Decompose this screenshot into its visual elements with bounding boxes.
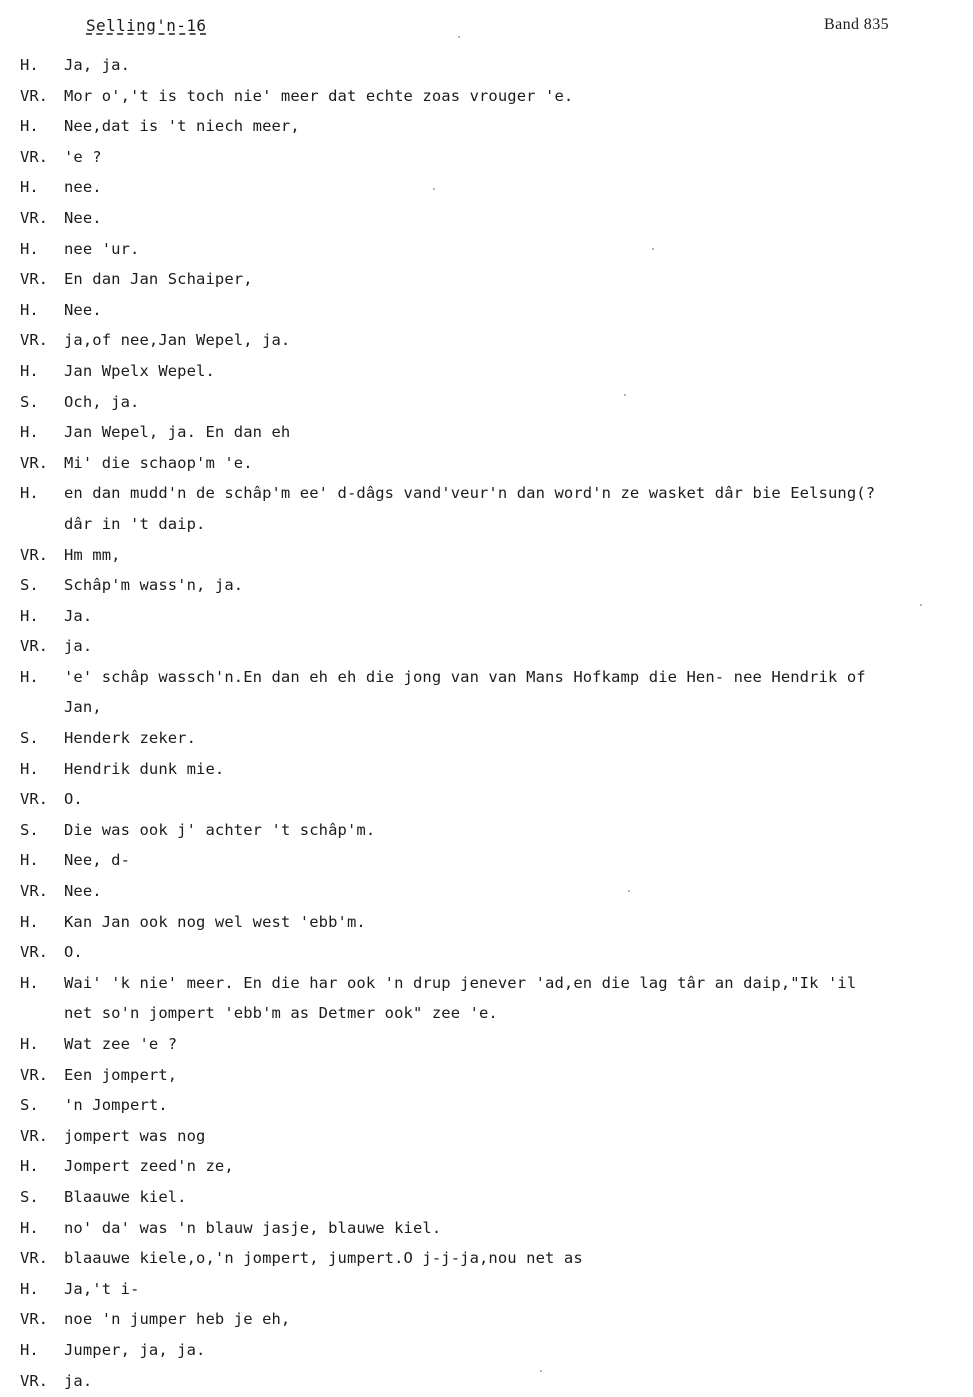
utterance-text: jompert was nog [64, 1126, 206, 1145]
transcript-line [0, 1213, 973, 1244]
paper-speck [920, 604, 922, 606]
transcript-line [0, 845, 973, 876]
transcript-line [0, 50, 973, 81]
utterance-text: net so'n jompert 'ebb'm as Detmer ook" zee 'e. [64, 1004, 498, 1023]
utterance-text: Hendrik dunk mie. [64, 759, 225, 778]
transcript-line [0, 295, 973, 326]
transcript-line [0, 631, 973, 662]
speaker-label: VR. [20, 1310, 48, 1329]
document-title: Selling'n-16 [86, 16, 207, 35]
speaker-label: H. [20, 851, 39, 870]
utterance-text: Och, ja. [64, 392, 140, 411]
speaker-label: VR. [20, 882, 48, 901]
speaker-label: VR. [20, 790, 48, 809]
utterance-text: Ja. [64, 606, 93, 625]
transcript-line [0, 509, 973, 540]
utterance-text: Ja, ja. [64, 56, 131, 74]
speaker-label: H. [20, 1035, 39, 1053]
page-header [0, 16, 973, 44]
speaker-label: VR. [20, 331, 48, 350]
utterance-text: En dan Jan Schaiper, [64, 270, 253, 289]
transcript-line [0, 1182, 973, 1213]
speaker-label: VR. [20, 453, 48, 472]
utterance-text: Die was ook j' achter 't schâp'm. [64, 820, 376, 839]
speaker-label: H. [20, 973, 39, 992]
paper-speck [624, 394, 626, 396]
transcript-line [0, 356, 973, 387]
utterance-text: Een jompert, [64, 1065, 178, 1084]
utterance-text: Nee. [64, 882, 102, 901]
transcript-line [0, 1366, 973, 1397]
utterance-text: Jan Wpelx Wepel. [64, 361, 215, 380]
transcript-line [0, 570, 973, 601]
utterance-text: ja. [64, 637, 93, 656]
tape-number: Band 835 [824, 16, 889, 33]
transcript-line [0, 907, 973, 938]
transcript-line [0, 1090, 973, 1121]
utterance-text: Nee. [64, 300, 102, 319]
speaker-label: VR. [20, 1371, 48, 1390]
transcript-line [0, 387, 973, 418]
speaker-label: H. [20, 912, 39, 931]
utterance-text: blaauwe kiele,o,'n jompert, jumpert.O j-j-ja,nou net as [64, 1249, 583, 1268]
speaker-label: H. [20, 56, 39, 74]
speaker-label: VR. [20, 1126, 48, 1145]
transcript-line [0, 692, 973, 723]
speaker-label: VR. [20, 208, 48, 227]
transcript-line [0, 937, 973, 968]
utterance-text: Mi' die schaop'm 'e. [64, 453, 253, 472]
paper-speck [540, 1370, 542, 1372]
utterance-text: Jan, [64, 698, 102, 717]
utterance-text: 'n Jompert. [64, 1096, 168, 1115]
utterance-text: Nee. [64, 208, 102, 227]
speaker-label: VR. [20, 1065, 48, 1084]
speaker-label: VR. [20, 270, 48, 289]
transcript-line [0, 1243, 973, 1274]
speaker-label: VR. [20, 943, 48, 962]
utterance-text: O. [64, 943, 83, 962]
speaker-label: S. [20, 729, 39, 748]
transcript-line [0, 478, 973, 509]
transcript-line [0, 1151, 973, 1182]
utterance-text: nee 'ur. [64, 239, 140, 258]
speaker-label: H. [20, 361, 39, 380]
utterance-text: Henderk zeker. [64, 729, 197, 748]
utterance-text: Wat zee 'e ? [64, 1035, 178, 1053]
transcript-line [0, 1335, 973, 1366]
speaker-label: H. [20, 300, 39, 319]
transcript-line [0, 1304, 973, 1335]
speaker-label: VR. [20, 1249, 48, 1268]
transcript-line [0, 111, 973, 142]
transcript-line [0, 540, 973, 571]
speaker-label: S. [20, 576, 39, 595]
transcript-line [0, 784, 973, 815]
speaker-label: H. [20, 1340, 39, 1359]
utterance-text: Hm mm, [64, 545, 121, 564]
paper-speck [433, 188, 435, 190]
speaker-label: H. [20, 178, 39, 197]
utterance-text: O. [64, 790, 83, 809]
transcript-line [0, 448, 973, 479]
transcript-line [0, 142, 973, 173]
utterance-text: ja. [64, 1371, 93, 1390]
speaker-label: H. [20, 667, 39, 686]
utterance-text: Blaauwe kiel. [64, 1187, 187, 1206]
utterance-text: Jan Wepel, ja. En dan eh [64, 423, 291, 442]
transcript-line [0, 203, 973, 234]
utterance-text: 'e ? [64, 147, 102, 166]
utterance-text: dâr in 't daip. [64, 514, 206, 533]
utterance-text: Schâp'm wass'n, ja. [64, 576, 244, 595]
speaker-label: H. [20, 1157, 39, 1176]
transcript-line [0, 754, 973, 785]
transcript-line [0, 998, 973, 1029]
utterance-text: Mor o','t is toch nie' meer dat echte zoas vrouger 'e. [64, 86, 574, 105]
speaker-label: VR. [20, 86, 48, 105]
transcript-line [0, 815, 973, 846]
speaker-label: VR. [20, 637, 48, 656]
transcript-line [0, 662, 973, 693]
transcript-body [0, 50, 973, 1396]
transcript-line [0, 876, 973, 907]
transcript-line [0, 723, 973, 754]
speaker-label: H. [20, 117, 39, 136]
utterance-text: Jompert zeed'n ze, [64, 1157, 234, 1176]
utterance-text: en dan mudd'n de schâp'm ee' d-dâgs vand'veur'n dan word'n ze wasket dâr bie Eelsung(? [64, 484, 876, 503]
transcript-line [0, 601, 973, 632]
transcript-line [0, 264, 973, 295]
speaker-label: H. [20, 1279, 39, 1298]
paper-speck [652, 248, 654, 250]
paper-speck [458, 36, 460, 38]
speaker-label: H. [20, 423, 39, 442]
speaker-label: VR. [20, 545, 48, 564]
transcript-line [0, 234, 973, 265]
utterance-text: 'e' schâp wassch'n.En dan eh eh die jong van van Mans Hofkamp die Hen- nee Hendrik of [64, 667, 866, 686]
utterance-text: Nee, d- [64, 851, 131, 870]
utterance-text: nee. [64, 178, 102, 197]
transcript-line [0, 1060, 973, 1091]
transcript-line [0, 1274, 973, 1305]
speaker-label: S. [20, 392, 39, 411]
speaker-label: S. [20, 820, 39, 839]
transcript-line [0, 1029, 973, 1060]
utterance-text: noe 'n jumper heb je eh, [64, 1310, 291, 1329]
speaker-label: S. [20, 1096, 39, 1115]
transcript-line [0, 1121, 973, 1152]
paper-speck [628, 890, 630, 892]
utterance-text: Jumper, ja, ja. [64, 1340, 206, 1359]
speaker-label: VR. [20, 147, 48, 166]
speaker-label: H. [20, 1218, 39, 1237]
transcript-line [0, 325, 973, 356]
speaker-label: S. [20, 1187, 39, 1206]
speaker-label: H. [20, 606, 39, 625]
transcript-line [0, 417, 973, 448]
transcript-line [0, 172, 973, 203]
utterance-text: no' da' was 'n blauw jasje, blauwe kiel. [64, 1218, 442, 1237]
speaker-label: H. [20, 239, 39, 258]
utterance-text: Ja,'t i- [64, 1279, 140, 1298]
utterance-text: Nee,dat is 't niech meer, [64, 117, 300, 136]
utterance-text: Wai' 'k nie' meer. En die har ook 'n drup jenever 'ad,en die lag târ an daip,"Ik 'il [64, 973, 857, 992]
transcript-line [0, 968, 973, 999]
transcript-line [0, 81, 973, 112]
speaker-label: H. [20, 484, 39, 503]
speaker-label: H. [20, 759, 39, 778]
utterance-text: Kan Jan ook nog wel west 'ebb'm. [64, 912, 366, 931]
utterance-text: ja,of nee,Jan Wepel, ja. [64, 331, 291, 350]
